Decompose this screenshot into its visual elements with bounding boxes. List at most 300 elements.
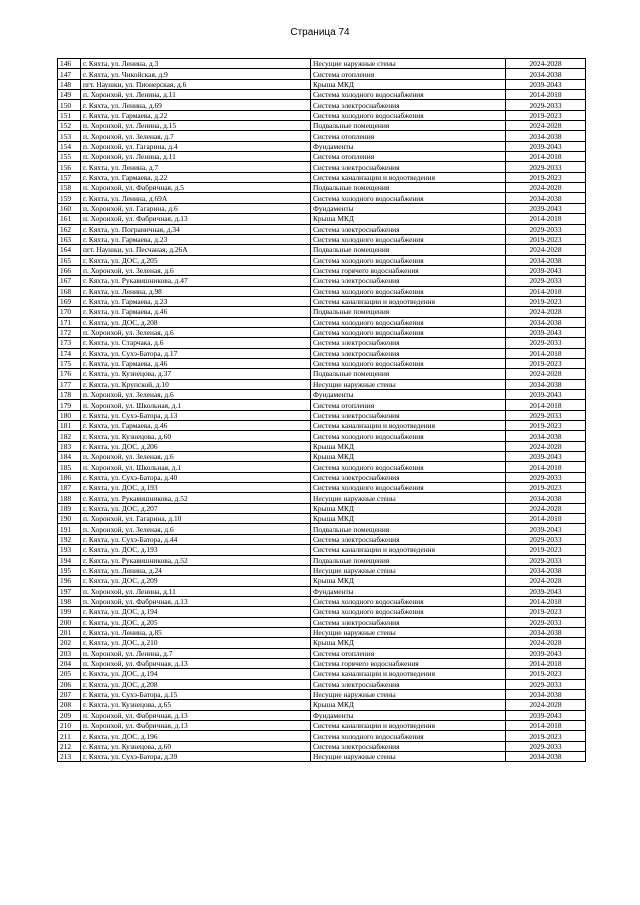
period-cell: 2034-2038 xyxy=(506,379,586,389)
system-cell: Крыша МКД xyxy=(311,214,506,224)
period-cell: 2034-2038 xyxy=(506,565,586,575)
table-row xyxy=(58,586,586,596)
address-cell: пгт. Наушки, ул. Пионерская, д.6 xyxy=(81,79,311,89)
system-cell: Система холодного водоснабжения xyxy=(311,193,506,203)
system-cell: Система электроснабжения xyxy=(311,472,506,482)
address-cell: г. Кяхта, ул. Сухэ-Батора, д.40 xyxy=(81,472,311,482)
system-cell: Подвальные помещения xyxy=(311,369,506,379)
period-cell: 2024-2028 xyxy=(506,59,586,69)
table-row xyxy=(58,658,586,668)
system-cell: Фундаменты xyxy=(311,710,506,720)
table-row xyxy=(58,141,586,151)
period-cell: 2024-2028 xyxy=(506,503,586,513)
period-cell: 2034-2038 xyxy=(506,69,586,79)
table-row xyxy=(58,90,586,100)
table-row xyxy=(58,276,586,286)
address-cell: г. Кяхта, ул. ДОС, д.205 xyxy=(81,255,311,265)
table-row xyxy=(58,741,586,751)
period-cell: 2019-2023 xyxy=(506,358,586,368)
address-cell: п. Хоронхой, ул. Ленина, д.11 xyxy=(81,586,311,596)
period-cell: 2034-2038 xyxy=(506,431,586,441)
period-cell: 2024-2028 xyxy=(506,369,586,379)
system-cell: Несущие наружные стены xyxy=(311,565,506,575)
system-cell: Система электроснабжения xyxy=(311,162,506,172)
period-cell: 2029-2033 xyxy=(506,100,586,110)
address-cell: п. Хоронхой, ул. Зеленая, д.6 xyxy=(81,327,311,337)
row-number: 205 xyxy=(58,669,81,679)
row-number: 187 xyxy=(58,483,81,493)
period-cell: 2039-2043 xyxy=(506,710,586,720)
period-cell: 2024-2028 xyxy=(506,245,586,255)
system-cell: Система канализации и водоотведения xyxy=(311,669,506,679)
address-cell: п. Хоронхой, ул. Школьная, д.1 xyxy=(81,400,311,410)
address-cell: п. Хоронхой, ул. Фабричная, д.13 xyxy=(81,721,311,731)
address-cell: г. Кяхта, ул. Гармаева, д.46 xyxy=(81,358,311,368)
row-number: 185 xyxy=(58,462,81,472)
table-row xyxy=(58,472,586,482)
address-cell: г. Кяхта, ул. Сухэ-Батора, д.17 xyxy=(81,348,311,358)
system-cell: Крыша МКД xyxy=(311,452,506,462)
system-cell: Система отопления xyxy=(311,152,506,162)
address-cell: г. Кяхта, ул. Ленина, д.7 xyxy=(81,162,311,172)
row-number: 164 xyxy=(58,245,81,255)
row-number: 172 xyxy=(58,327,81,337)
table-row xyxy=(58,183,586,193)
table-row xyxy=(58,358,586,368)
row-number: 169 xyxy=(58,296,81,306)
period-cell: 2019-2023 xyxy=(506,669,586,679)
table-row xyxy=(58,596,586,606)
system-cell: Система отопления xyxy=(311,400,506,410)
period-cell: 2039-2043 xyxy=(506,390,586,400)
system-cell: Система холодного водоснабжения xyxy=(311,317,506,327)
address-cell: г. Кяхта, ул. Гармаева, д.46 xyxy=(81,421,311,431)
system-cell: Система холодного водоснабжения xyxy=(311,431,506,441)
period-cell: 2029-2033 xyxy=(506,224,586,234)
address-cell: г. Кяхта, ул. Ленина, д.85 xyxy=(81,627,311,637)
row-number: 211 xyxy=(58,731,81,741)
row-number: 184 xyxy=(58,452,81,462)
system-cell: Крыша МКД xyxy=(311,514,506,524)
address-cell: г. Кяхта, ул. Кузнецова, д.60 xyxy=(81,431,311,441)
table-row xyxy=(58,731,586,741)
row-number: 146 xyxy=(58,59,81,69)
address-cell: г. Кяхта, ул. Ленина, д.3 xyxy=(81,59,311,69)
period-cell: 2039-2043 xyxy=(506,327,586,337)
period-cell: 2014-2018 xyxy=(506,400,586,410)
row-number: 156 xyxy=(58,162,81,172)
table-row xyxy=(58,214,586,224)
table-row xyxy=(58,431,586,441)
period-cell: 2019-2023 xyxy=(506,172,586,182)
table-row xyxy=(58,524,586,534)
period-cell: 2039-2043 xyxy=(506,79,586,89)
table-row xyxy=(58,410,586,420)
period-cell: 2029-2033 xyxy=(506,410,586,420)
address-cell: п. Хоронхой, ул. Зеленая, д.6 xyxy=(81,452,311,462)
address-cell: г. Кяхта, ул. Сухэ-Батора, д.13 xyxy=(81,410,311,420)
row-number: 151 xyxy=(58,110,81,120)
table-row xyxy=(58,224,586,234)
address-cell: г. Кяхта, ул. ДОС, д.208 xyxy=(81,317,311,327)
row-number: 158 xyxy=(58,183,81,193)
row-number: 194 xyxy=(58,555,81,565)
table-body xyxy=(58,59,586,762)
row-number: 193 xyxy=(58,545,81,555)
table-row xyxy=(58,79,586,89)
address-cell: г. Кяхта, ул. Ленина, д.69А xyxy=(81,193,311,203)
system-cell: Несущие наружные стены xyxy=(311,59,506,69)
period-cell: 2039-2043 xyxy=(506,203,586,213)
row-number: 195 xyxy=(58,565,81,575)
period-cell: 2014-2018 xyxy=(506,214,586,224)
period-cell: 2014-2018 xyxy=(506,596,586,606)
row-number: 198 xyxy=(58,596,81,606)
period-cell: 2029-2033 xyxy=(506,534,586,544)
table-row xyxy=(58,59,586,69)
row-number: 147 xyxy=(58,69,81,79)
system-cell: Система электроснабжения xyxy=(311,410,506,420)
table-row xyxy=(58,193,586,203)
address-cell: г. Кяхта, ул. Ленина, д.98 xyxy=(81,286,311,296)
row-number: 149 xyxy=(58,90,81,100)
table-row xyxy=(58,710,586,720)
address-cell: г. Кяхта, ул. ДОС, д.193 xyxy=(81,545,311,555)
system-cell: Система холодного водоснабжения xyxy=(311,462,506,472)
period-cell: 2029-2033 xyxy=(506,162,586,172)
row-number: 153 xyxy=(58,131,81,141)
table-row xyxy=(58,689,586,699)
system-cell: Система канализации и водоотведения xyxy=(311,172,506,182)
row-number: 166 xyxy=(58,265,81,275)
system-cell: Система холодного водоснабжения xyxy=(311,483,506,493)
system-cell: Подвальные помещения xyxy=(311,524,506,534)
period-cell: 2024-2028 xyxy=(506,307,586,317)
period-cell: 2019-2023 xyxy=(506,607,586,617)
period-cell: 2019-2023 xyxy=(506,296,586,306)
row-number: 175 xyxy=(58,358,81,368)
period-cell: 2024-2028 xyxy=(506,121,586,131)
row-number: 191 xyxy=(58,524,81,534)
system-cell: Система канализации и водоотведения xyxy=(311,296,506,306)
address-cell: г. Кяхта, ул. Рукавишникова, д.47 xyxy=(81,276,311,286)
system-cell: Система электроснабжения xyxy=(311,224,506,234)
row-number: 203 xyxy=(58,648,81,658)
row-number: 150 xyxy=(58,100,81,110)
period-cell: 2029-2033 xyxy=(506,472,586,482)
row-number: 192 xyxy=(58,534,81,544)
period-cell: 2024-2028 xyxy=(506,576,586,586)
period-cell: 2014-2018 xyxy=(506,721,586,731)
period-cell: 2014-2018 xyxy=(506,152,586,162)
address-cell: г. Кяхта, ул. Ленина, д.24 xyxy=(81,565,311,575)
period-cell: 2039-2043 xyxy=(506,524,586,534)
row-number: 204 xyxy=(58,658,81,668)
address-cell: г. Кяхта, ул. ДОС, д.193 xyxy=(81,483,311,493)
system-cell: Система горячего водоснабжения xyxy=(311,658,506,668)
address-cell: п. Хоронхой, ул. Ленина, д.7 xyxy=(81,648,311,658)
address-cell: п. Хоронхой, ул. Зеленая, д.6 xyxy=(81,524,311,534)
table-row xyxy=(58,441,586,451)
table-row xyxy=(58,121,586,131)
system-cell: Система холодного водоснабжения xyxy=(311,90,506,100)
address-cell: п. Хоронхой, ул. Фабричная, д.13 xyxy=(81,710,311,720)
period-cell: 2039-2043 xyxy=(506,265,586,275)
row-number: 199 xyxy=(58,607,81,617)
period-cell: 2034-2038 xyxy=(506,493,586,503)
address-cell: г. Кяхта, ул. ДОС, д.205 xyxy=(81,617,311,627)
table-row xyxy=(58,265,586,275)
address-cell: п. Хоронхой, ул. Ленина, д.11 xyxy=(81,152,311,162)
address-cell: г. Кяхта, ул. ДОС, д.209 xyxy=(81,576,311,586)
period-cell: 2034-2038 xyxy=(506,627,586,637)
period-cell: 2024-2028 xyxy=(506,441,586,451)
period-cell: 2034-2038 xyxy=(506,689,586,699)
address-cell: п. Хоронхой, ул. Школьная, д.1 xyxy=(81,462,311,472)
period-cell: 2024-2028 xyxy=(506,183,586,193)
table-row xyxy=(58,307,586,317)
table-row xyxy=(58,110,586,120)
table-row xyxy=(58,400,586,410)
period-cell: 2039-2043 xyxy=(506,586,586,596)
repair-schedule-table xyxy=(57,58,586,762)
system-cell: Система электроснабжения xyxy=(311,338,506,348)
address-cell: г. Кяхта, ул. ДОС, д.206 xyxy=(81,441,311,451)
address-cell: г. Кяхта, ул. Сухэ-Батора, д.15 xyxy=(81,689,311,699)
row-number: 159 xyxy=(58,193,81,203)
address-cell: пгт. Наушки, ул. Песчаная, д.26А xyxy=(81,245,311,255)
address-cell: п. Хоронхой, ул. Фабричная, д.13 xyxy=(81,658,311,668)
table-row xyxy=(58,565,586,575)
period-cell: 2034-2038 xyxy=(506,317,586,327)
address-cell: п. Хоронхой, ул. Зеленая, д.7 xyxy=(81,131,311,141)
table-row xyxy=(58,390,586,400)
row-number: 200 xyxy=(58,617,81,627)
address-cell: г. Кяхта, ул. ДОС, д.207 xyxy=(81,503,311,513)
row-number: 157 xyxy=(58,172,81,182)
row-number: 189 xyxy=(58,503,81,513)
address-cell: г. Кяхта, ул. ДОС, д.208 xyxy=(81,679,311,689)
system-cell: Система холодного водоснабжения xyxy=(311,596,506,606)
address-cell: г. Кяхта, ул. ДОС, д.194 xyxy=(81,669,311,679)
table-row xyxy=(58,100,586,110)
row-number: 208 xyxy=(58,700,81,710)
period-cell: 2019-2023 xyxy=(506,110,586,120)
address-cell: г. Кяхта, ул. Сухэ-Батора, д.44 xyxy=(81,534,311,544)
system-cell: Система горячего водоснабжения xyxy=(311,265,506,275)
period-cell: 2034-2038 xyxy=(506,131,586,141)
system-cell: Система отопления xyxy=(311,648,506,658)
period-cell: 2024-2028 xyxy=(506,638,586,648)
row-number: 183 xyxy=(58,441,81,451)
period-cell: 2019-2023 xyxy=(506,545,586,555)
row-number: 207 xyxy=(58,689,81,699)
system-cell: Подвальные помещения xyxy=(311,183,506,193)
table-row xyxy=(58,534,586,544)
row-number: 202 xyxy=(58,638,81,648)
address-cell: г. Кяхта, ул. ДОС, д.194 xyxy=(81,607,311,617)
system-cell: Подвальные помещения xyxy=(311,555,506,565)
system-cell: Система холодного водоснабжения xyxy=(311,234,506,244)
period-cell: 2029-2033 xyxy=(506,617,586,627)
table-row xyxy=(58,172,586,182)
period-cell: 2014-2018 xyxy=(506,90,586,100)
system-cell: Подвальные помещения xyxy=(311,245,506,255)
address-cell: г. Кяхта, ул. Пограничная, д.34 xyxy=(81,224,311,234)
system-cell: Система электроснабжения xyxy=(311,100,506,110)
table-row xyxy=(58,752,586,762)
system-cell: Крыша МКД xyxy=(311,503,506,513)
period-cell: 2034-2038 xyxy=(506,193,586,203)
row-number: 212 xyxy=(58,741,81,751)
system-cell: Крыша МКД xyxy=(311,638,506,648)
table-row xyxy=(58,700,586,710)
table-row xyxy=(58,514,586,524)
address-cell: г. Кяхта, ул. Гармаева, д.22 xyxy=(81,172,311,182)
system-cell: Подвальные помещения xyxy=(311,121,506,131)
system-cell: Подвальные помещения xyxy=(311,307,506,317)
table-row xyxy=(58,493,586,503)
row-number: 182 xyxy=(58,431,81,441)
address-cell: п. Хоронхой, ул. Ленина, д.11 xyxy=(81,90,311,100)
address-cell: г. Кяхта, ул. ДОС, д.210 xyxy=(81,638,311,648)
table-row xyxy=(58,545,586,555)
table-row xyxy=(58,69,586,79)
row-number: 174 xyxy=(58,348,81,358)
period-cell: 2029-2033 xyxy=(506,679,586,689)
period-cell: 2029-2033 xyxy=(506,741,586,751)
table-row xyxy=(58,317,586,327)
row-number: 186 xyxy=(58,472,81,482)
address-cell: г. Кяхта, ул. Крупской, д.10 xyxy=(81,379,311,389)
period-cell: 2029-2033 xyxy=(506,338,586,348)
row-number: 209 xyxy=(58,710,81,720)
address-cell: п. Хоронхой, ул. Зеленая, д.6 xyxy=(81,390,311,400)
system-cell: Система отопления xyxy=(311,131,506,141)
table-row xyxy=(58,327,586,337)
system-cell: Несущие наружные стены xyxy=(311,627,506,637)
system-cell: Система отопления xyxy=(311,69,506,79)
address-cell: г. Кяхта, ул. ДОС, д.196 xyxy=(81,731,311,741)
row-number: 180 xyxy=(58,410,81,420)
address-cell: п. Хоронхой, ул. Фабричная, д.5 xyxy=(81,183,311,193)
address-cell: п. Хоронхой, ул. Ленина, д.15 xyxy=(81,121,311,131)
row-number: 181 xyxy=(58,421,81,431)
system-cell: Система электроснабжения xyxy=(311,679,506,689)
address-cell: г. Кяхта, ул. Ленина, д.69 xyxy=(81,100,311,110)
period-cell: 2014-2018 xyxy=(506,658,586,668)
system-cell: Несущие наружные стены xyxy=(311,752,506,762)
period-cell: 2029-2033 xyxy=(506,276,586,286)
system-cell: Система канализации и водоотведения xyxy=(311,421,506,431)
system-cell: Фундаменты xyxy=(311,141,506,151)
row-number: 190 xyxy=(58,514,81,524)
period-cell: 2014-2018 xyxy=(506,348,586,358)
table-row xyxy=(58,503,586,513)
table-row xyxy=(58,245,586,255)
system-cell: Фундаменты xyxy=(311,390,506,400)
row-number: 168 xyxy=(58,286,81,296)
row-number: 210 xyxy=(58,721,81,731)
address-cell: г. Кяхта, ул. Кузнецова, д.37 xyxy=(81,369,311,379)
row-number: 154 xyxy=(58,141,81,151)
period-cell: 2014-2018 xyxy=(506,462,586,472)
period-cell: 2019-2023 xyxy=(506,234,586,244)
table-row xyxy=(58,638,586,648)
row-number: 170 xyxy=(58,307,81,317)
system-cell: Система холодного водоснабжения xyxy=(311,607,506,617)
address-cell: п. Хоронхой, ул. Фабричная, д.13 xyxy=(81,596,311,606)
address-cell: г. Кяхта, ул. Гармаева, д.46 xyxy=(81,307,311,317)
table-row xyxy=(58,607,586,617)
table-row xyxy=(58,679,586,689)
table-row xyxy=(58,617,586,627)
row-number: 152 xyxy=(58,121,81,131)
row-number: 197 xyxy=(58,586,81,596)
row-number: 161 xyxy=(58,214,81,224)
row-number: 173 xyxy=(58,338,81,348)
table-row xyxy=(58,555,586,565)
table-row xyxy=(58,296,586,306)
row-number: 206 xyxy=(58,679,81,689)
system-cell: Крыша МКД xyxy=(311,576,506,586)
row-number: 176 xyxy=(58,369,81,379)
row-number: 165 xyxy=(58,255,81,265)
system-cell: Крыша МКД xyxy=(311,700,506,710)
table-row xyxy=(58,627,586,637)
system-cell: Несущие наружные стены xyxy=(311,379,506,389)
period-cell: 2014-2018 xyxy=(506,514,586,524)
system-cell: Система электроснабжения xyxy=(311,276,506,286)
row-number: 201 xyxy=(58,627,81,637)
row-number: 148 xyxy=(58,79,81,89)
period-cell: 2034-2038 xyxy=(506,752,586,762)
row-number: 196 xyxy=(58,576,81,586)
row-number: 167 xyxy=(58,276,81,286)
system-cell: Система канализации и водоотведения xyxy=(311,721,506,731)
table-row xyxy=(58,452,586,462)
table-row xyxy=(58,462,586,472)
system-cell: Система электроснабжения xyxy=(311,534,506,544)
address-cell: п. Хоронхой, ул. Фабричная, д.13 xyxy=(81,214,311,224)
row-number: 179 xyxy=(58,400,81,410)
period-cell: 2039-2043 xyxy=(506,648,586,658)
period-cell: 2034-2038 xyxy=(506,255,586,265)
address-cell: п. Хоронхой, ул. Гагарина, д.4 xyxy=(81,141,311,151)
row-number: 155 xyxy=(58,152,81,162)
system-cell: Крыша МКД xyxy=(311,79,506,89)
system-cell: Несущие наружные стены xyxy=(311,689,506,699)
table-row xyxy=(58,234,586,244)
address-cell: г. Кяхта, ул. Рукавишникова, д.52 xyxy=(81,555,311,565)
address-cell: г. Кяхта, ул. Рукавишникова, д.52 xyxy=(81,493,311,503)
period-cell: 2039-2043 xyxy=(506,452,586,462)
row-number: 163 xyxy=(58,234,81,244)
address-cell: г. Кяхта, ул. Старчака, д.6 xyxy=(81,338,311,348)
row-number: 162 xyxy=(58,224,81,234)
period-cell: 2019-2023 xyxy=(506,483,586,493)
period-cell: 2024-2028 xyxy=(506,700,586,710)
system-cell: Фундаменты xyxy=(311,203,506,213)
address-cell: г. Кяхта, ул. Гармаева, д.22 xyxy=(81,110,311,120)
address-cell: г. Кяхта, ул. Чикойская, д.9 xyxy=(81,69,311,79)
period-cell: 2019-2023 xyxy=(506,731,586,741)
row-number: 188 xyxy=(58,493,81,503)
table-row xyxy=(58,152,586,162)
table-row xyxy=(58,369,586,379)
address-cell: п. Хоронхой, ул. Зеленая, д.6 xyxy=(81,265,311,275)
table-row xyxy=(58,131,586,141)
